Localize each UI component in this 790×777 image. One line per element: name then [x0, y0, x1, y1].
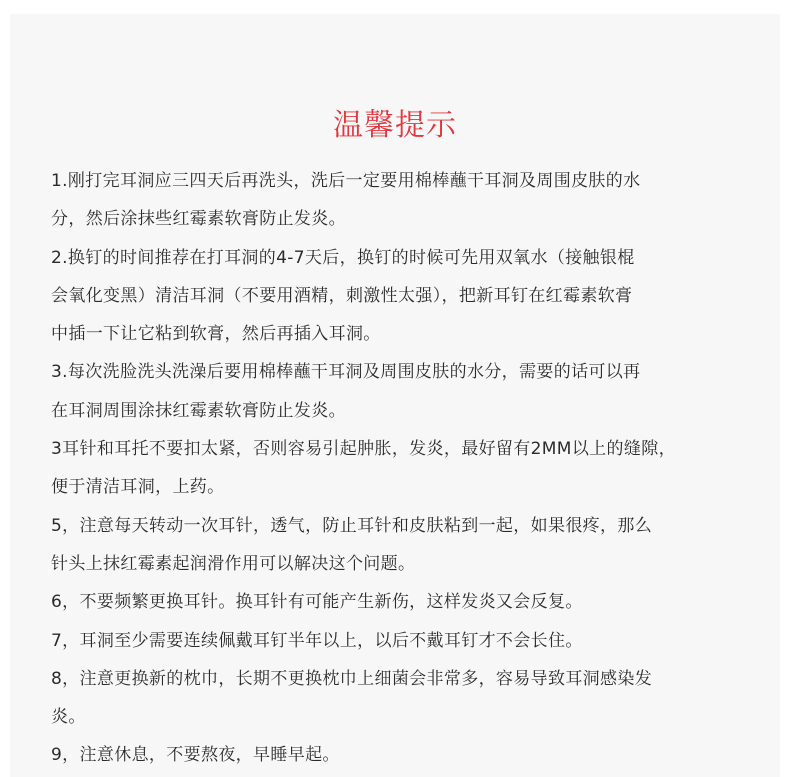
notice-line: 1.刚打完耳洞应三四天后再洗头，洗后一定要用棉棒蘸干耳洞及周围皮肤的水 — [51, 171, 641, 191]
notice-line: 3耳针和耳托不要扣太紧，否则容易引起肿胀，发炎，最好留有2MM以上的缝隙， — [51, 439, 676, 460]
notice-line: 3.每次洗脸洗头洗澡后要用棉棒蘸干耳洞及周围皮肤的水分，需要的话可以再 — [51, 362, 641, 383]
notice-line: 9，注意休息，不要熬夜，早睡早起。 — [51, 745, 340, 766]
notice-body — [51, 162, 771, 775]
notice-title: 温馨提示 — [333, 108, 457, 144]
notice-line: 分，然后涂抹些红霉素软膏防止发炎。 — [51, 209, 346, 230]
notice-line: 2.换钉的时间推荐在打耳洞的4-7天后，换钉的时候可先用双氧水（接触银棍 — [51, 247, 635, 268]
notice-line: 8，注意更换新的枕巾，长期不更换枕巾上细菌会非常多，容易导致耳洞感染发 — [51, 668, 653, 689]
notice-line: 针头上抹红霉素起润滑作用可以解决这个问题。 — [51, 553, 416, 574]
notice-line: 炎。 — [51, 707, 86, 728]
notice-line: 7，耳洞至少需要连续佩戴耳钉半年以上，以后不戴耳钉才不会长住。 — [51, 630, 583, 651]
notice-line: 便于清洁耳洞，上药。 — [51, 477, 225, 498]
notice-line: 6，不要频繁更换耳针。换耳针有可能产生新伤，这样发炎又会反复。 — [51, 592, 583, 613]
notice-line: 5，注意每天转动一次耳针，透气，防止耳针和皮肤粘到一起，如果很疼，那么 — [51, 515, 653, 536]
notice-line: 中插一下让它粘到软膏，然后再插入耳洞。 — [51, 324, 381, 345]
notice-line: 在耳洞周围涂抹红霉素软膏防止发炎。 — [51, 400, 346, 421]
notice-line: 会氧化变黑）清洁耳洞（不要用酒精，刺激性太强），把新耳钉在红霉素软膏 — [51, 285, 633, 306]
